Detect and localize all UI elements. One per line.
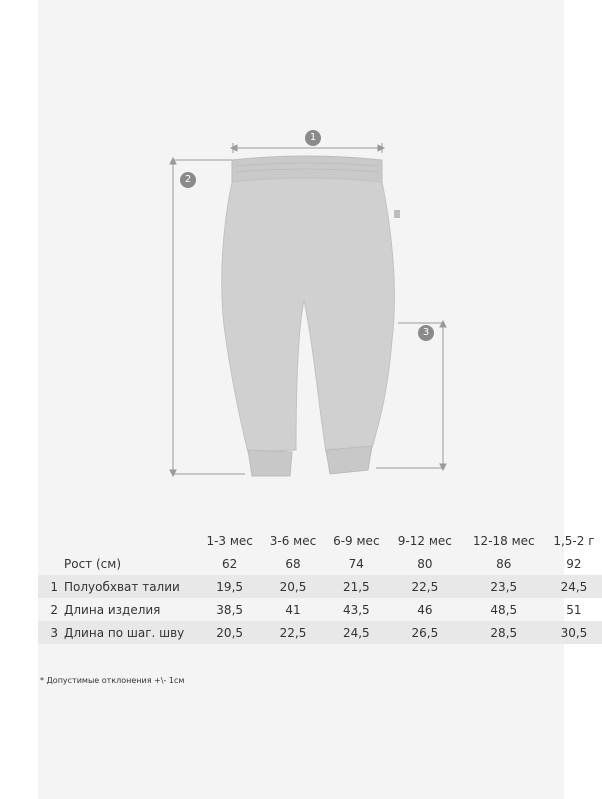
table-cell: 20,5 <box>198 621 261 644</box>
header-num-cell <box>38 530 64 552</box>
column-header: 12-18 мес <box>472 534 535 548</box>
table-cell: 74 <box>348 556 364 571</box>
column-header: 1,5-2 г <box>553 534 595 548</box>
table-cell: 80 <box>417 556 433 571</box>
table-cell: 92 <box>566 556 582 571</box>
row-label: Длина по шаг. шву <box>64 621 198 644</box>
waist-arrow-right <box>378 145 384 151</box>
marker-3-icon: 3 <box>418 325 434 341</box>
table-cell: 23,5 <box>462 575 546 598</box>
column-header: 3-6 мес <box>269 534 317 548</box>
marker-1-icon: 1 <box>305 130 321 146</box>
marker-2-icon: 2 <box>180 172 196 188</box>
column-header: 1-3 мес <box>206 534 253 548</box>
size-table-header <box>38 530 602 552</box>
table-cell: 28,5 <box>462 621 546 644</box>
row-number: 1 <box>38 575 64 598</box>
row-label: Полуобхват талии <box>64 575 198 598</box>
table-cell: 26,5 <box>388 621 462 644</box>
tolerance-footnote: * Допустимые отклонения +\- 1см <box>40 676 185 685</box>
table-row <box>38 598 602 621</box>
table-cell: 20,5 <box>261 575 324 598</box>
size-table <box>38 530 602 644</box>
table-cell: 22,5 <box>388 575 462 598</box>
table-cell: 68 <box>285 556 301 571</box>
table-cell: 24,5 <box>546 575 602 598</box>
pants-shape <box>222 156 400 476</box>
table-cell: 51 <box>566 602 582 617</box>
table-cell: 62 <box>222 556 238 571</box>
table-cell: 48,5 <box>490 602 518 617</box>
table-cell: 38,5 <box>216 602 244 617</box>
table-cell: 43,5 <box>342 602 370 617</box>
table-cell: 46 <box>417 602 433 617</box>
table-row <box>38 552 602 575</box>
table-cell: 19,5 <box>198 575 261 598</box>
table-cell: 86 <box>496 556 512 571</box>
table-cell: 30,5 <box>546 621 602 644</box>
waist-arrow-left <box>231 145 237 151</box>
header-label-cell <box>64 530 198 552</box>
row-label: Рост (см) <box>64 556 121 571</box>
table-cell: 21,5 <box>325 575 388 598</box>
row-number: 2 <box>50 602 58 617</box>
table-cell: 41 <box>285 602 301 617</box>
table-row <box>38 621 602 644</box>
row-label: Длина изделия <box>64 602 161 617</box>
row-number: 3 <box>38 621 64 644</box>
table-row <box>38 575 602 598</box>
row-number <box>38 552 64 575</box>
table-cell: 24,5 <box>325 621 388 644</box>
table-cell: 22,5 <box>261 621 324 644</box>
column-header: 9-12 мес <box>397 534 452 548</box>
column-header: 6-9 мес <box>333 534 380 548</box>
